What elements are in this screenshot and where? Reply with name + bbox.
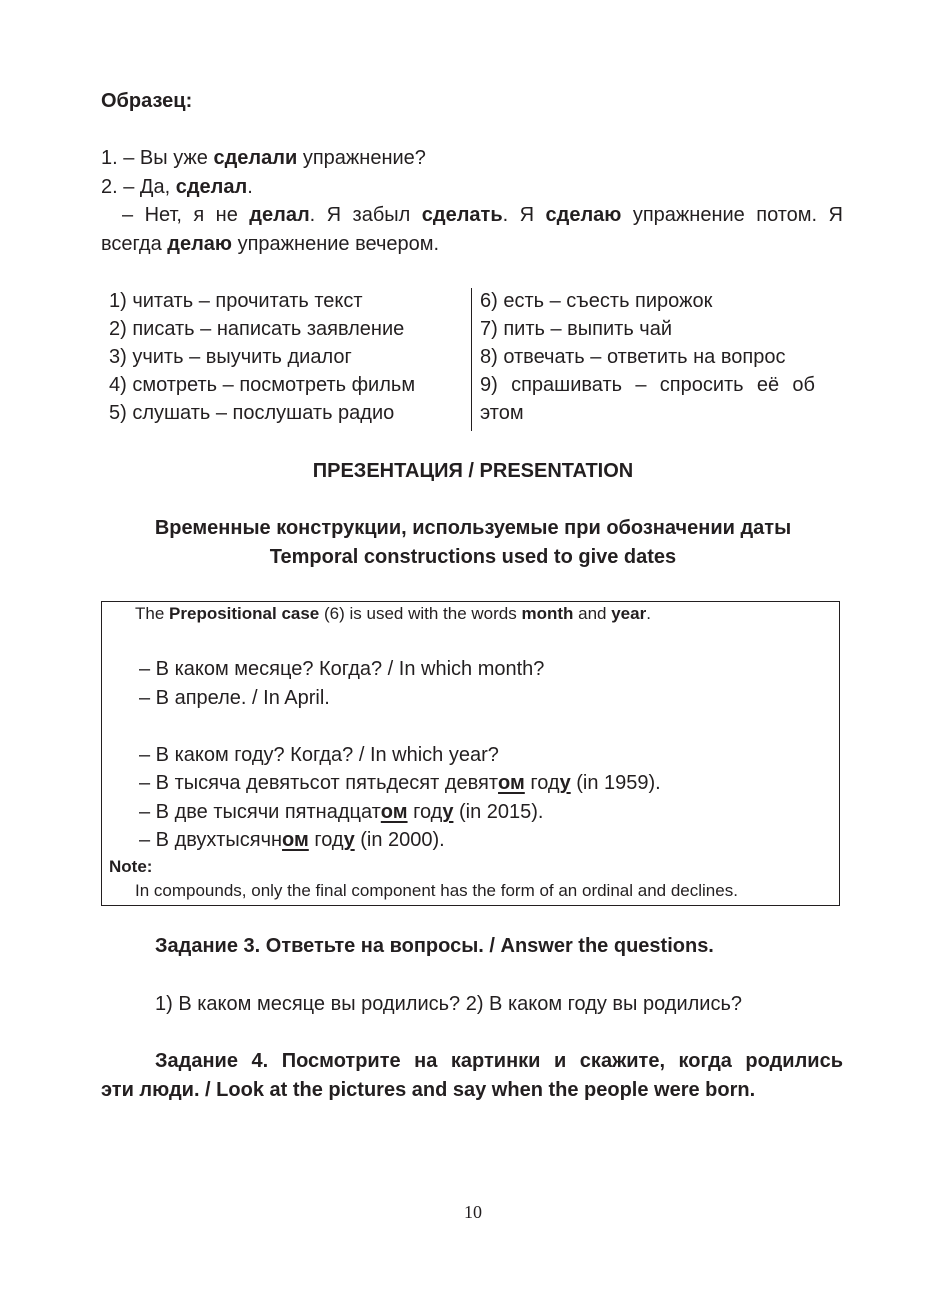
text: всегда [101, 233, 168, 255]
text: and [573, 604, 612, 623]
text: упражнение вечером. [232, 233, 440, 255]
year-example-1959 [139, 769, 661, 797]
text: 1. – Вы уже [101, 147, 214, 169]
column-divider [471, 288, 472, 431]
text: упражнение? [297, 147, 426, 169]
text: . Я [502, 204, 546, 226]
bold-verb: сделали [213, 147, 298, 169]
list-item: 3) учить – выучить диалог [109, 346, 352, 368]
verb-list-left [109, 287, 415, 427]
ending-highlight: ом [380, 801, 408, 823]
bold-verb: сделал [175, 176, 248, 198]
ending-highlight: у [559, 772, 571, 794]
ending-highlight: ом [498, 772, 525, 794]
ending-highlight: ом [282, 829, 309, 851]
year-example-2000 [139, 826, 445, 854]
text: – Нет, я не [122, 204, 250, 226]
task-4-title-line-1: Задание 4. Посмотрите на картинки и скажите, когда родились [155, 1050, 843, 1072]
year-question: – В каком году? Когда? / In which year? [139, 744, 499, 766]
year-example-2015 [139, 798, 544, 826]
list-item: 6) есть – съесть пирожок [480, 290, 713, 312]
bold-verb: делал [249, 204, 310, 226]
ending-highlight: у [442, 801, 454, 823]
text: год [407, 801, 443, 823]
task-4-title-line-2: эти люди. / Look at the pictures and say when the people were born. [101, 1079, 756, 1101]
list-item: 8) отвечать – ответить на вопрос [480, 346, 786, 368]
sample-heading: Образец: [101, 90, 193, 112]
text: (in 1959). [570, 772, 661, 794]
list-item: 7) пить – выпить чай [480, 318, 673, 340]
text: . [247, 176, 253, 198]
text: . Я забыл [309, 204, 422, 226]
bold-term: Prepositional case [169, 604, 320, 623]
presentation-subtitle-ru: Временные конструкции, используемые при обозначении даты [154, 517, 792, 539]
box-intro [135, 602, 651, 626]
presentation-subtitle-en: Temporal constructions used to give dates [269, 546, 677, 568]
text: год [524, 772, 560, 794]
list-item: 2) писать – написать заявление [109, 318, 405, 340]
page-number: 10 [464, 1202, 482, 1222]
note-label: Note: [109, 857, 153, 876]
verb-list-right [480, 287, 815, 427]
text: 2. – Да, [101, 176, 176, 198]
task-3-questions: 1) В каком месяце вы родились? 2) В каком году вы родились? [155, 993, 743, 1015]
month-question: – В каком месяце? Когда? / In which month? [139, 658, 545, 680]
text: (in 2015). [453, 801, 544, 823]
text: (in 2000). [354, 829, 445, 851]
text: – В тысяча девятьсот пятьдесят девят [139, 772, 499, 794]
sample-line-4 [101, 230, 439, 258]
note-text: In compounds, only the final component has the form of an ordinal and declines. [135, 881, 738, 900]
task-3-title: Задание 3. Ответьте на вопросы. / Answer the questions. [155, 935, 714, 957]
bold-verb: сделать [421, 204, 503, 226]
ending-highlight: у [343, 829, 355, 851]
text: . [646, 604, 651, 623]
bold-verb: сделаю [545, 204, 622, 226]
bold-term: month [521, 604, 574, 623]
text: год [308, 829, 344, 851]
text: (6) is used with the words [319, 604, 522, 623]
text: упражнение потом. Я [621, 204, 843, 226]
sample-line-3 [101, 201, 843, 229]
list-item: 4) смотреть – посмотреть фильм [109, 374, 416, 396]
month-answer: – В апреле. / In April. [139, 687, 330, 709]
text: – В двухтысячн [139, 829, 283, 851]
list-item: 9) спрашивать – спросить её об [480, 374, 815, 396]
text: – В две тысячи пятнадцат [139, 801, 381, 823]
text: The [135, 604, 170, 623]
list-item: 5) слушать – послушать радио [109, 402, 395, 424]
sample-line-2 [101, 173, 253, 201]
presentation-title: ПРЕЗЕНТАЦИЯ / PRESENTATION [312, 460, 634, 482]
list-item: 1) читать – прочитать текст [109, 290, 363, 312]
sample-line-1 [101, 144, 426, 172]
list-item: этом [480, 402, 524, 424]
bold-term: year [611, 604, 647, 623]
bold-verb: делаю [167, 233, 233, 255]
